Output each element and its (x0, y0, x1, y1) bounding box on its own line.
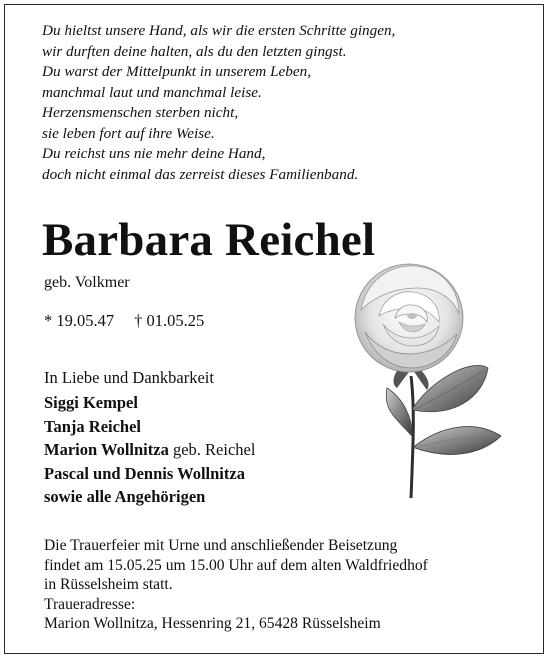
poem-line: doch nicht einmal das zerreist dieses Familienband. (42, 165, 359, 183)
poem-line: wir durften deine halten, als du den letzten gingst. (42, 42, 347, 60)
birth-date: * 19.05.47 (44, 311, 115, 330)
poem-line: sie leben fort auf ihre Weise. (42, 124, 215, 142)
poem-line: Herzensmenschen sterben nicht, (42, 104, 239, 121)
mourners-intro: In Liebe und Dankbarkeit (44, 368, 214, 387)
mourner-name: Marion Wollnitza (44, 440, 169, 459)
notice-line: Marion Wollnitza, Hessenring 21, 65428 Rüsselsheim (44, 615, 381, 633)
notice-line: in Rüsselsheim statt. (44, 576, 173, 594)
life-dates (44, 311, 204, 331)
poem-line: Du hieltst unsere Hand, als wir die ersten Schritte gingen, (42, 22, 396, 39)
mourner-item (44, 391, 255, 415)
mourner-name: sowie alle Angehörigen (44, 487, 206, 506)
poem (42, 21, 512, 185)
mourner-name: Siggi Kempel (44, 393, 138, 412)
mourner-item (44, 415, 255, 439)
notice-line: findet am 15.05.25 um 15.00 Uhr auf dem alten Waldfriedhof (44, 556, 428, 574)
poem-line: manchmal laut und manchmal leise. (42, 83, 262, 101)
mourners-list (44, 391, 255, 509)
death-date: † 01.05.25 (134, 311, 205, 330)
notice-line: Die Trauerfeier mit Urne und anschließender Beisetzung (44, 537, 398, 554)
deceased-name: Barbara Reichel (42, 214, 376, 266)
notice-line: Traueradresse: (44, 595, 136, 613)
mourner-name: Tanja Reichel (44, 416, 142, 436)
mourner-item (44, 438, 255, 462)
poem-line: Du warst der Mittelpunkt in unserem Leben, (42, 63, 311, 80)
mourner-item (44, 462, 255, 486)
mourner-name: Pascal und Dennis Wollnitza (44, 463, 245, 483)
maiden-name: geb. Volkmer (44, 274, 130, 291)
mourner-suffix: geb. Reichel (168, 440, 256, 459)
mourner-item (44, 485, 255, 509)
rose-icon (353, 258, 503, 503)
poem-line: Du reichst uns nie mehr deine Hand, (42, 145, 266, 162)
funeral-notice (44, 536, 514, 634)
